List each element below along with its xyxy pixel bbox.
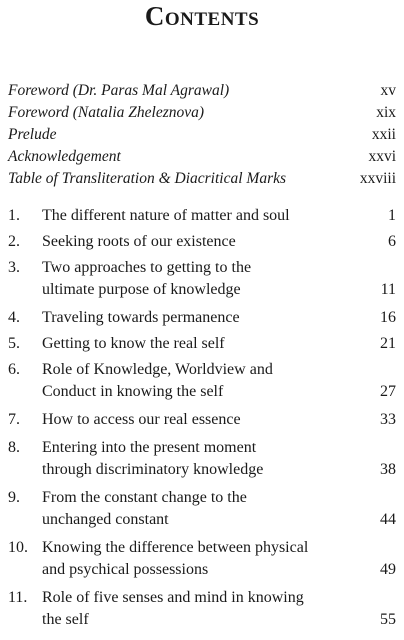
chapter-title (42, 205, 396, 227)
front-matter-title: Prelude (8, 126, 57, 143)
front-matter-title: Foreword (Natalia Zheleznova) (8, 104, 205, 121)
chapter-page: 1 (388, 207, 396, 224)
chapter-title (42, 333, 396, 355)
chapter-item (8, 333, 396, 355)
chapter-page: 27 (380, 383, 396, 400)
front-matter-item (8, 80, 396, 102)
chapter-title (42, 487, 396, 531)
chapter-title-line: ultimate purpose of knowledge (42, 281, 241, 298)
chapter-title-line: Two approaches to getting to the (42, 259, 252, 276)
chapter-number: 3. (8, 259, 20, 276)
chapter-title (42, 437, 396, 481)
chapter-title-line: Role of Knowledge, Worldview and (42, 361, 273, 378)
chapter-title-line: unchanged constant (42, 511, 169, 528)
chapter-title (42, 231, 396, 253)
chapter-number: 6. (8, 361, 20, 378)
chapter-page: 55 (380, 611, 396, 628)
front-matter-item (8, 168, 396, 190)
chapter-title-line: and psychical possessions (42, 561, 209, 578)
chapter-item (8, 205, 396, 227)
chapter-title-line: Entering into the present moment (42, 439, 257, 456)
chapter-page: 16 (380, 309, 396, 326)
chapter-title (42, 307, 396, 329)
front-matter-page: xv (380, 82, 396, 99)
chapter-title-line: the self (42, 611, 89, 628)
front-matter-page: xix (376, 104, 396, 121)
chapter-number: 2. (8, 233, 20, 250)
page-title: Contents (144, 1, 260, 31)
chapter-title (42, 587, 396, 631)
front-matter-title: Table of Transliteration & Diacritical Marks (8, 170, 287, 187)
chapter-page: 11 (380, 281, 396, 298)
chapter-title-line: How to access our real essence (42, 411, 241, 428)
chapter-item (8, 487, 396, 531)
chapter-title (42, 537, 396, 581)
chapter-title-line: Knowing the difference between physical (42, 539, 309, 556)
front-matter-title: Acknowledgement (8, 148, 121, 165)
front-matter-item (8, 146, 396, 168)
chapter-number: 7. (8, 411, 20, 428)
chapter-title-line: The different nature of matter and soul (42, 207, 290, 224)
chapter-item (8, 359, 396, 403)
chapter-page: 44 (380, 511, 396, 528)
front-matter-list (8, 80, 396, 190)
chapter-title-line: Traveling towards permanence (42, 309, 240, 326)
chapter-item (8, 409, 396, 431)
chapter-page: 33 (380, 411, 396, 428)
front-matter-title: Foreword (Dr. Paras Mal Agrawal) (8, 82, 230, 99)
chapter-title-line: Seeking roots of our existence (42, 233, 236, 250)
chapter-item (8, 587, 396, 631)
chapter-number: 10. (8, 539, 28, 556)
front-matter-item (8, 124, 396, 146)
chapter-page: 49 (380, 561, 396, 578)
front-matter-page: xxviii (359, 170, 396, 187)
chapter-item (8, 437, 396, 481)
chapter-title-line: Getting to know the real self (42, 335, 225, 352)
chapter-page: 21 (380, 335, 396, 352)
chapter-item (8, 257, 396, 301)
chapter-item (8, 537, 396, 581)
chapter-title (42, 359, 396, 403)
chapter-page: 38 (380, 461, 396, 478)
chapter-number: 9. (8, 489, 20, 506)
front-matter-item (8, 102, 396, 124)
chapter-list (8, 205, 396, 631)
front-matter-page: xxvi (368, 148, 396, 165)
chapter-number: 5. (8, 335, 20, 352)
chapter-page: 6 (388, 233, 396, 250)
chapter-number: 4. (8, 309, 20, 326)
chapter-title-line: through discriminatory knowledge (42, 461, 264, 478)
chapter-title-line: Role of five senses and mind in knowing (42, 589, 304, 606)
chapter-number: 1. (8, 207, 20, 224)
front-matter-page: xxii (371, 126, 396, 143)
chapter-title (42, 257, 396, 301)
chapter-item (8, 231, 396, 253)
chapter-number: 8. (8, 439, 20, 456)
chapter-title-line: Conduct in knowing the self (42, 383, 224, 400)
chapter-title-line: From the constant change to the (42, 489, 247, 506)
chapter-number: 11. (8, 589, 28, 606)
chapter-item (8, 307, 396, 329)
chapter-title (42, 409, 396, 431)
